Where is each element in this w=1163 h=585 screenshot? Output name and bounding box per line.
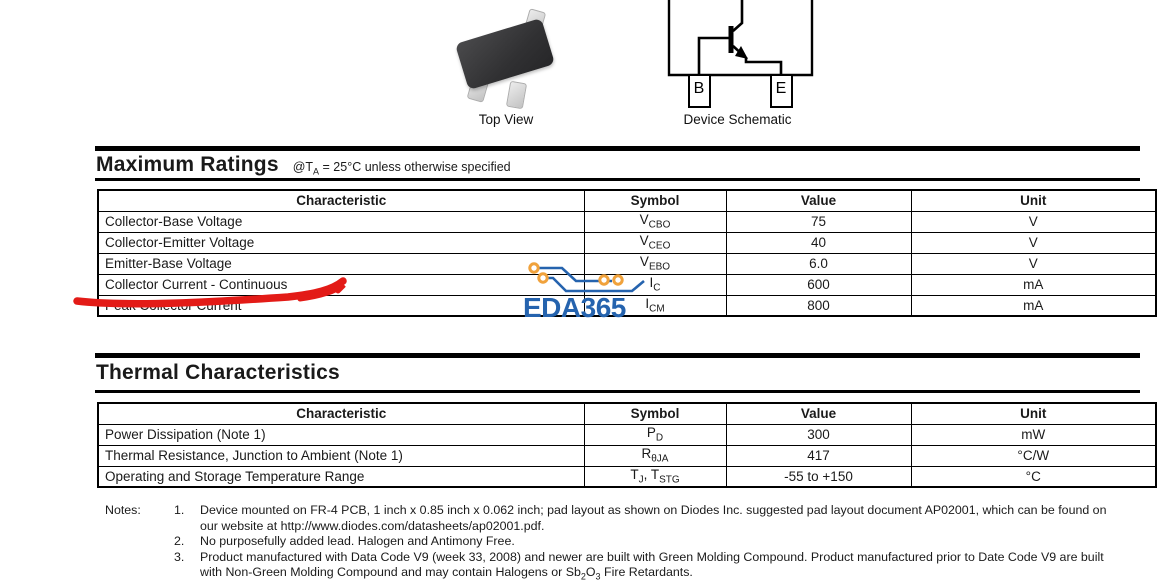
cell-unit: mW xyxy=(911,424,1156,445)
cell-symbol: $R_{\theta JA}$ xyxy=(584,445,726,466)
cell-characteristic: Peak Collector Current xyxy=(98,295,584,316)
table-header-row xyxy=(98,403,1156,424)
watermark-logo-text: EDA365 xyxy=(523,292,626,323)
device-schematic xyxy=(655,0,830,110)
cell-symbol: $I_C$ xyxy=(584,274,726,295)
col-header-characteristic: Characteristic xyxy=(98,403,584,424)
cell-value: 417 xyxy=(726,445,911,466)
cell-symbol: $V_{EBO}$ xyxy=(584,253,726,274)
section-rule-top xyxy=(95,353,1140,358)
note-number: 2. xyxy=(174,534,185,549)
note-text: Device mounted on FR-4 PCB, 1 inch x 0.85 inch x 0.062 inch; pad layout as shown on Diodes Inc. suggested pad layout document AP02001, which can be found on our website at http://www.diodes.com/datasheets/ap02001.pdf. xyxy=(200,503,1107,533)
package-photo xyxy=(448,6,564,112)
cell-characteristic: Thermal Resistance, Junction to Ambient (Note 1) xyxy=(98,445,584,466)
cell-unit: mA xyxy=(911,295,1156,316)
cell-value: 6.0 xyxy=(726,253,911,274)
max-ratings-title: Maximum Ratings xyxy=(96,153,279,176)
cell-characteristic: Collector-Emitter Voltage xyxy=(98,232,584,253)
cell-unit: V xyxy=(911,232,1156,253)
note-text: No purposefully added lead. Halogen and Antimony Free. xyxy=(200,534,515,549)
cell-value: -55 to +150 xyxy=(726,466,911,487)
cell-characteristic: Operating and Storage Temperature Range xyxy=(98,466,584,487)
red-marker-underline xyxy=(0,0,400,330)
cell-characteristic: Power Dissipation (Note 1) xyxy=(98,424,584,445)
cell-symbol: $I_{CM}$ xyxy=(584,295,726,316)
col-header-unit: Unit xyxy=(911,403,1156,424)
cell-characteristic: Emitter-Base Voltage xyxy=(98,253,584,274)
note-text: Product manufactured with Data Code V9 (week 33, 2008) and newer are built with Green Molding Compound. Product manufactured prior to Date Code V9 are built with Non-Green Molding Compound and may contain Halogens or $Sb_2O_3$ Fire Retardants. xyxy=(200,549,1104,582)
notes-list xyxy=(174,503,1126,585)
cell-unit: °C/W xyxy=(911,445,1156,466)
schematic-label: Device Schematic xyxy=(683,112,792,127)
col-header-value: Value xyxy=(726,190,911,211)
package-label: Top View xyxy=(478,112,534,127)
cell-value: 40 xyxy=(726,232,911,253)
cell-unit: V xyxy=(911,211,1156,232)
cell-unit: V xyxy=(911,253,1156,274)
col-header-symbol: Symbol xyxy=(584,403,726,424)
cell-value: 800 xyxy=(726,295,911,316)
table-row xyxy=(98,424,1156,445)
cell-characteristic: Collector Current - Continuous xyxy=(98,274,584,295)
section-rule-bottom xyxy=(95,390,1140,393)
thermal-table xyxy=(97,402,1157,488)
pin-label-base: B xyxy=(693,80,705,97)
note-item xyxy=(174,534,1126,550)
notes-label: Notes: xyxy=(105,503,141,517)
cell-characteristic: Collector-Base Voltage xyxy=(98,211,584,232)
cell-unit: mA xyxy=(911,274,1156,295)
cell-symbol: $P_D$ xyxy=(584,424,726,445)
cell-value: 300 xyxy=(726,424,911,445)
transistor-schematic-drawing xyxy=(655,0,830,110)
pin-label-emitter: E xyxy=(775,80,787,97)
thermal-title: Thermal Characteristics xyxy=(96,361,340,384)
table-row xyxy=(98,445,1156,466)
col-header-characteristic: Characteristic xyxy=(98,190,584,211)
cell-symbol: $V_{CEO}$ xyxy=(584,232,726,253)
package-lead-bottom-center xyxy=(506,81,527,110)
cell-value: 75 xyxy=(726,211,911,232)
table-row xyxy=(98,466,1156,487)
note-item xyxy=(174,503,1126,534)
package-body xyxy=(455,18,555,90)
col-header-value: Value xyxy=(726,403,911,424)
col-header-symbol: Symbol xyxy=(584,190,726,211)
cell-symbol: $V_{CBO}$ xyxy=(584,211,726,232)
cell-unit: °C xyxy=(911,466,1156,487)
note-number: 1. xyxy=(174,503,185,517)
col-header-unit: Unit xyxy=(911,190,1156,211)
cell-symbol: $T_J$, $T_{STG}$ xyxy=(584,466,726,487)
cell-value: 600 xyxy=(726,274,911,295)
note-number: 3. xyxy=(174,549,185,564)
max-ratings-condition: $@T_A = 25^\circ C$ unless otherwise specified xyxy=(292,160,511,177)
